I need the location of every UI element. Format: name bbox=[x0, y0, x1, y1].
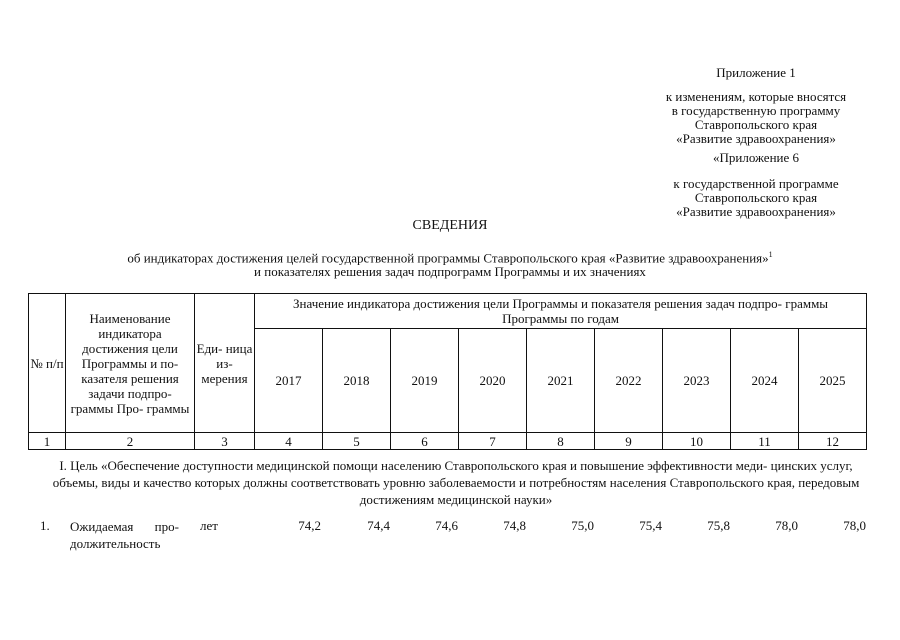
column-number: 7 bbox=[459, 433, 527, 450]
column-number: 3 bbox=[195, 433, 255, 450]
appendix-reference bbox=[620, 90, 892, 146]
row-value: 78,0 bbox=[843, 518, 866, 533]
appendix-line: в государственную программу bbox=[671, 103, 841, 118]
appendix-title: Приложение 1 bbox=[716, 65, 796, 80]
year-header: 2018 bbox=[323, 329, 391, 433]
appendix-line: к изменениям, которые вносятся bbox=[665, 89, 847, 104]
column-number: 10 bbox=[663, 433, 731, 450]
appendix-line: к государственной программе bbox=[673, 176, 839, 191]
row-value: 75,8 bbox=[707, 518, 730, 533]
column-number: 8 bbox=[527, 433, 595, 450]
row-unit: лет bbox=[200, 518, 218, 533]
footnote-mark: 1 bbox=[768, 250, 773, 259]
goal-heading: I. Цель «Обеспечение доступности медицинской помощи населению Ставропольского края и повышение эффективности меди- цинских услуг, объемы, виды и качество которых должны соответствовать уровню заболеваемости и потребностям населения Ставропольского края, передовым достижениям медицинской науки» bbox=[52, 458, 860, 507]
column-number: 4 bbox=[255, 433, 323, 450]
header-unit: Еди- ница из- мерения bbox=[195, 294, 255, 433]
year-header: 2020 bbox=[459, 329, 527, 433]
header-num: № п/п bbox=[29, 294, 66, 433]
document-title: СВЕДЕНИЯ bbox=[412, 218, 488, 233]
row-value: 75,4 bbox=[639, 518, 662, 533]
appendix-title-2: «Приложение 6 bbox=[712, 150, 800, 165]
row-name-line: Ожидаемая про- bbox=[70, 519, 179, 534]
year-header: 2025 bbox=[799, 329, 867, 433]
row-value: 74,4 bbox=[367, 518, 390, 533]
year-header: 2017 bbox=[255, 329, 323, 433]
row-number: 1. bbox=[40, 518, 50, 533]
year-header: 2022 bbox=[595, 329, 663, 433]
column-number: 2 bbox=[66, 433, 195, 450]
indicators-table bbox=[28, 293, 867, 450]
row-value: 74,8 bbox=[503, 518, 526, 533]
column-number: 9 bbox=[595, 433, 663, 450]
row-name-line: должительность bbox=[70, 536, 161, 551]
appendix-line: «Развитие здравоохранения» bbox=[676, 131, 836, 146]
column-number: 12 bbox=[799, 433, 867, 450]
year-header: 2023 bbox=[663, 329, 731, 433]
column-number: 1 bbox=[29, 433, 66, 450]
row-indicator-name bbox=[70, 518, 220, 552]
year-header: 2019 bbox=[391, 329, 459, 433]
year-header: 2021 bbox=[527, 329, 595, 433]
header-indicator-name: Наименование индикатора достижения цели Программы и по- казателя решения задачи подпро- граммы Про- граммы bbox=[66, 294, 195, 433]
header-values-group: Значение индикатора достижения цели Программы и показателя решения задач подпро- граммы Программы по годам bbox=[255, 294, 867, 329]
row-value: 74,2 bbox=[298, 518, 321, 533]
document-subtitle bbox=[40, 248, 860, 279]
subtitle-line-2: и показателях решения задач подпрограмм Программы и их значениях bbox=[254, 264, 646, 280]
appendix-line: Ставропольского края bbox=[694, 190, 818, 205]
column-number: 11 bbox=[731, 433, 799, 450]
column-number: 6 bbox=[391, 433, 459, 450]
subtitle-line-1: об индикаторах достижения целей государственной программы Ставропольского края «Развитие здравоохранения» bbox=[127, 250, 769, 266]
row-value: 78,0 bbox=[775, 518, 798, 533]
column-number: 5 bbox=[323, 433, 391, 450]
row-value: 74,6 bbox=[435, 518, 458, 533]
appendix-line: Ставропольского края bbox=[694, 117, 818, 132]
row-value: 75,0 bbox=[571, 518, 594, 533]
appendix-reference-2 bbox=[620, 177, 892, 219]
year-header: 2024 bbox=[731, 329, 799, 433]
appendix-line: «Развитие здравоохранения» bbox=[676, 204, 836, 219]
